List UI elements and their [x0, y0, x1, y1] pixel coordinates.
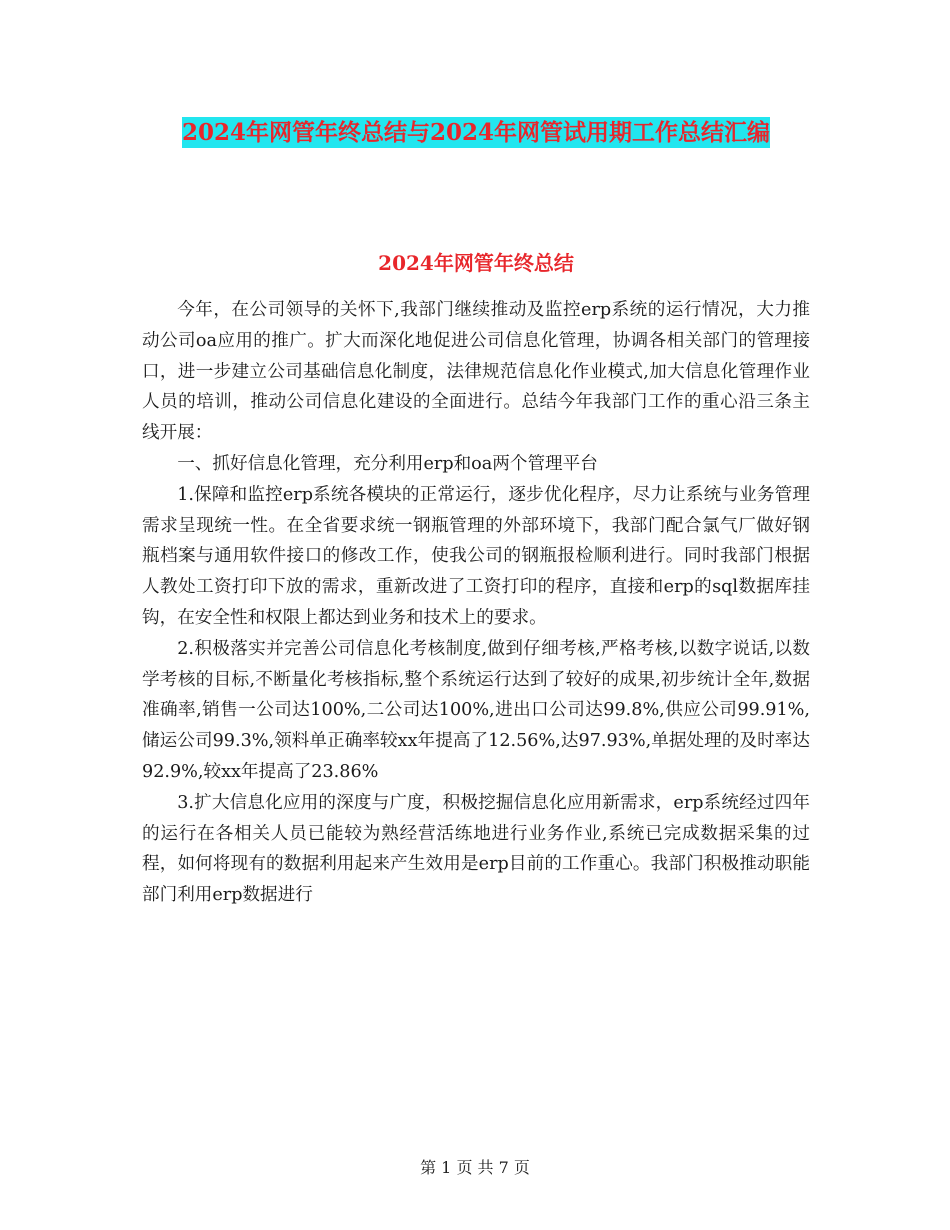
page-footer: 第 1 页 共 7 页	[420, 1158, 530, 1177]
paragraph-item-2: 2.积极落实并完善公司信息化考核制度,做到仔细考核,严格考核,以数字说话,以数学考核的目标,不断量化考核指标,整个系统运行达到了较好的成果,初步统计全年,数据准确率,销售一公司达100%,二公司达100%,进出口公司达99.8%,供应公司99.91%,储运公司99.3%,领料单正确率较xx年提高了12.56%,达97.93%,单据处理的及时率达92.9%,较xx年提高了23.86%	[142, 638, 810, 782]
section-title: 2024年网管年终总结	[378, 251, 574, 275]
paragraph-intro: 今年，在公司领导的关怀下,我部门继续推动及监控erp系统的运行情况，大力推动公司oa应用的推广。扩大而深化地促进公司信息化管理，协调各相关部门的管理接口，进一步建立公司基础信息化制度，法律规范信息化作业模式,加大信息化管理作业人员的培训，推动公司信息化建设的全面进行。总结今年我部门工作的重心沿三条主线开展：	[142, 300, 810, 444]
document-title	[142, 112, 810, 154]
paragraph-item-1: 1.保障和监控erp系统各模块的正常运行，逐步优化程序，尽力让系统与业务管理需求呈现统一性。在全省要求统一钢瓶管理的外部环境下，我部门配合氯气厂做好钢瓶档案与通用软件接口的修改工作，使我公司的钢瓶报检顺利进行。同时我部门根据人教处工资打印下放的需求，重新改进了工资打印的程序，直接和erp的sql数据库挂钩，在安全性和权限上都达到业务和技术上的要求。	[142, 484, 810, 628]
paragraph-heading-1: 一、抓好信息化管理，充分利用erp和oa两个管理平台	[177, 453, 598, 474]
paragraph-item-3: 3.扩大信息化应用的深度与广度，积极挖掘信息化应用新需求，erp系统经过四年的运行在各相关人员已能较为熟经营活练地进行业务作业,系统已完成数据采集的过程，如何将现有的数据利用起来产生效用是erp目前的工作重心。我部门积极推动职能部门利用erp数据进行	[142, 792, 810, 906]
document-body	[142, 295, 810, 911]
document-title-text: 2024年网管年终总结与2024年网管试用期工作总结汇编	[181, 119, 771, 146]
